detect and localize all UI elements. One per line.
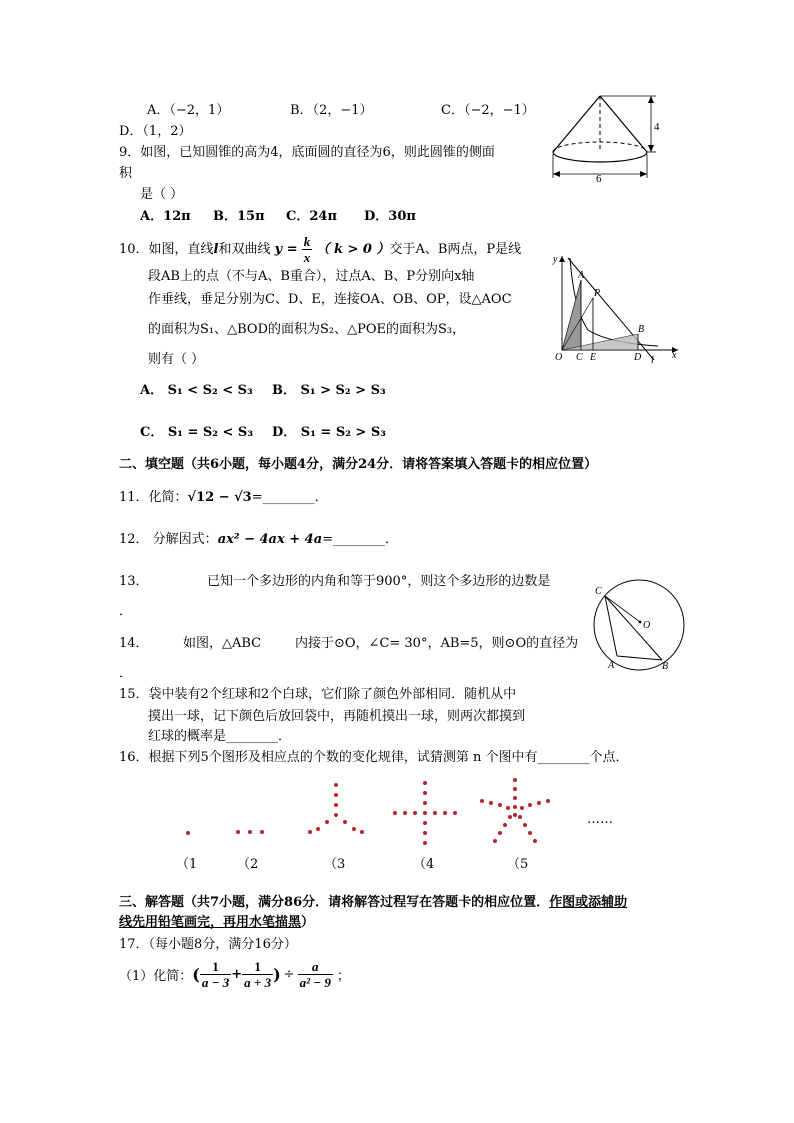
circle-label-a: A (608, 660, 615, 671)
q11-post: =________． (251, 490, 328, 505)
cone-figure (550, 90, 670, 185)
q17-part1-pre: （1）化简： (119, 968, 193, 984)
circle-label-c: C (595, 586, 602, 597)
q16-label-5: （5 (507, 857, 529, 872)
q16-label-4: （4 (413, 857, 435, 872)
q15-line3: 红球的概率是________． (148, 729, 292, 744)
q15-line1: 15．袋中装有2个红球和2个白球，它们除了颜色外部相同．随机从中 (119, 687, 517, 702)
q17-frac1-num: 1 (200, 959, 231, 975)
q8-option-b: B．（2，−1） (290, 103, 373, 118)
q10-l: l (213, 242, 219, 257)
circle-label-o: O (643, 620, 651, 631)
fig-label-c: C (576, 352, 583, 363)
q12-post: =________． (322, 532, 399, 547)
q9-line1: 9．如图，已知圆锥的高为4，底面圆的直径为6，则此圆锥的侧面 (119, 145, 495, 160)
section3-title-underline1: 作图或添辅助 (549, 895, 628, 910)
q17-part1 (119, 956, 350, 992)
q9-option-b: B．15π (213, 209, 265, 224)
fig-label-o: O (555, 352, 563, 363)
q17-frac2-num: 1 (242, 959, 273, 975)
cone-diameter-label: 6 (596, 173, 602, 185)
q17-close-paren: ) (273, 964, 281, 984)
q10-option-d: D． S₁ = S₂ > S₃ (272, 425, 386, 440)
q11 (119, 486, 328, 505)
q16-label-3: （3 (324, 857, 346, 872)
q10-option-a: A． S₁ < S₂ < S₃ (140, 383, 253, 398)
q9-option-d: D．30π (364, 209, 416, 224)
section3-title-underline2: 线先用铅笔画完，再用水笔描黑 (119, 915, 302, 930)
q10-option-b: B． S₁ > S₂ > S₃ (272, 383, 386, 398)
q12 (119, 528, 398, 547)
circle-label-b: B (662, 661, 669, 672)
hyperbola-figure (548, 250, 683, 365)
q10-line3: 作垂线，垂足分别为C、D、E，连接OA、OB、OP，设△AOC (148, 292, 512, 307)
q12-expr: ax² − 4ax + 4a (217, 532, 323, 547)
q14-num: 14． (119, 636, 149, 651)
q13-text: 已知一个多边形的内角和等于900°，则这个多边形的边数是 (207, 574, 551, 589)
fig-label-x: x (672, 350, 677, 361)
q17-plus: + (231, 966, 243, 982)
fig-label-l: l (651, 355, 654, 366)
q12-pre: 12． 分解因式： (119, 532, 218, 547)
q17-frac2 (242, 959, 273, 990)
q14-tail: ． (119, 666, 133, 681)
q8-option-d: D．（1，2） (119, 124, 192, 139)
section3-title-end: ） (301, 915, 315, 930)
fig-label-e: E (590, 352, 597, 363)
fig-label-d: D (634, 352, 642, 363)
q10-option-c: C． S₁ = S₂ < S₃ (140, 425, 254, 440)
q10-fraction (302, 234, 313, 265)
q16-label-2: （2 (237, 857, 259, 872)
q10-line2: 段AB上的点（不与A、B重合），过点A、B、P分别向x轴 (148, 269, 475, 284)
q10-line5: 则有（ ） (148, 352, 205, 367)
q10-func-cond: （ k > 0 ） (316, 242, 390, 257)
q13-tail: ． (119, 604, 133, 619)
q11-expr: √12 − √3 (187, 490, 252, 505)
q16-text: 16．根据下列5个图形及相应点的个数的变化规律，试猜测第 n 个图中有________个点． (119, 750, 629, 765)
q13-num: 13． (119, 574, 149, 589)
q17-frac3-den: a² − 9 (299, 974, 331, 990)
q10-frac-num: k (303, 234, 311, 249)
q17-divide: ÷ (283, 966, 295, 982)
q10-func-y: y = (274, 242, 298, 257)
fig-label-y: y (553, 254, 558, 265)
q10-line4: 的面积为S₁、△BOD的面积为S₂、△POE的面积为S₃， (148, 322, 466, 337)
q14-text2: 内接于⊙O，∠C= 30°，AB=5，则⊙O的直径为 (295, 636, 579, 651)
q16-label-1: （1 (176, 857, 198, 872)
q17-open-paren: ( (192, 964, 200, 984)
q9-option-a: A．12π (140, 209, 191, 224)
q10-line1-pre: 10．如图，直线 (119, 242, 214, 257)
section2-title: 二、填空题（共6小题，每小题4分，满分24分．请将答案填入答题卡的相应位置） (119, 457, 598, 472)
q17-frac2-den: a + 3 (244, 974, 272, 990)
q17-frac3 (298, 959, 333, 990)
q17-frac3-num: a (298, 959, 333, 975)
fig-label-a: A (578, 270, 585, 281)
cone-height-label: 4 (654, 121, 660, 133)
q17-end: ； (336, 968, 350, 984)
section3-title-line1 (119, 891, 627, 910)
fig-label-p: P (594, 288, 601, 299)
q8-option-a: A．（−2，1） (147, 103, 230, 118)
q8-option-c: C．（−2，−1） (441, 103, 535, 118)
q17-frac1 (200, 959, 231, 990)
section3-title-line2 (119, 911, 314, 930)
q15-line2: 摸出一球，记下颜色后放回袋中，再随机摸出一球，则两次都摸到 (148, 709, 526, 724)
q10-line1 (119, 234, 521, 265)
q10-line1-mid: 和双曲线 (218, 242, 271, 257)
q11-pre: 11．化简： (119, 490, 188, 505)
q14-text1: 如图，△ABC (183, 636, 262, 651)
q17-header: 17．（每小题8分，满分16分） (119, 937, 297, 952)
q9-line2: 积 (119, 166, 133, 181)
q10-frac-den: x (303, 250, 311, 265)
q9-option-c: C．24π (286, 209, 337, 224)
circle-figure (590, 580, 690, 675)
q17-frac1-den: a − 3 (201, 974, 230, 990)
q10-line1-post: 交于A、B两点，P是线 (389, 242, 522, 257)
q16-ellipsis: …… (587, 812, 613, 827)
fig-label-b: B (638, 324, 645, 335)
section3-title-plain: 三、解答题（共7小题，满分86分．请将解答过程写在答题卡的相应位置． (119, 895, 550, 910)
q9-line3: 是（ ） (140, 187, 184, 202)
